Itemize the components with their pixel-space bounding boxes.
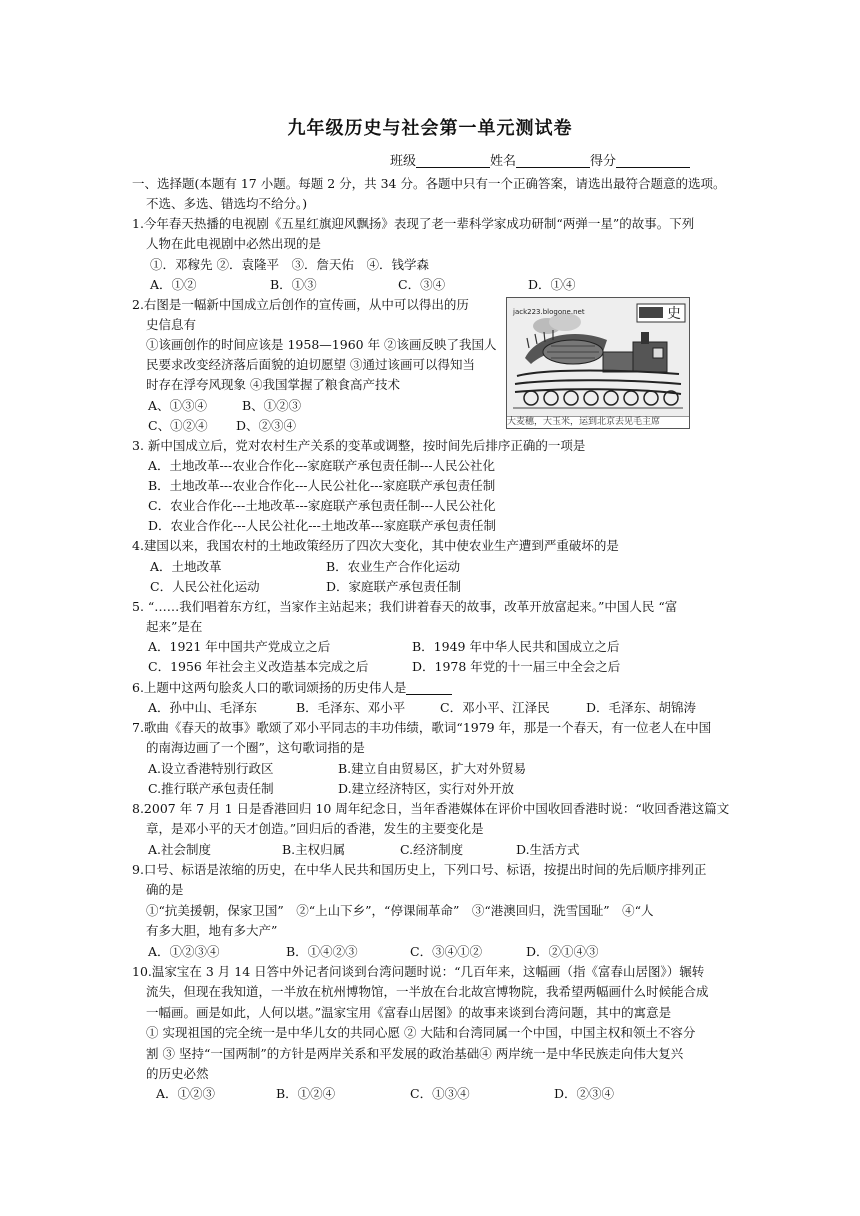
q7-stem-line-1: 7.歌曲《春天的故事》歌颂了邓小平同志的丰功伟绩，歌词“1979 年，那是一个春天，有一位老人在中国 <box>132 720 712 735</box>
q8-option-a[interactable]: A.社会制度 <box>148 842 212 857</box>
q1-option-a[interactable]: A．①② <box>150 277 197 292</box>
q7-option-d[interactable]: D.建立经济特区，实行对外开放 <box>338 781 515 796</box>
q10-stem-line-4: ① 实现祖国的完全统一是中华儿女的共同心愿 ② 大陆和台湾同属一个中国，中国主权和领土不容分 <box>146 1025 696 1040</box>
q9-option-c[interactable]: C．③④①② <box>410 944 483 959</box>
q10-stem-line-5: 割 ③ 坚持“一国两制”的方针是两岸关系和平发展的政治基础④ 两岸统一是中华民族走向伟大复兴 <box>146 1046 684 1061</box>
q2-stem-line-1: 2.右图是一幅新中国成立后创作的宣传画，从中可以得出的历 <box>132 297 469 312</box>
q3-option-b[interactable]: B．土地改革---农业合作化---人民公社化---家庭联产承包责任制 <box>148 478 496 493</box>
q8-option-b[interactable]: B.主权归属 <box>282 842 346 857</box>
q10-stem-line-6: 的历史必然 <box>146 1066 209 1081</box>
q1-option-d[interactable]: D．①④ <box>528 277 576 292</box>
q5-option-a[interactable]: A．1921 年中国共产党成立之后 <box>148 639 331 654</box>
q6-stem <box>132 679 452 697</box>
q2-option-b[interactable]: B、①②③ <box>242 398 302 413</box>
q9-stem-line-1: 9.口号、标语是浓缩的历史，在中华人民共和国历史上，下列口号、标语，按提出时间的先后顺序排列正 <box>132 862 707 877</box>
q4-option-a[interactable]: A．土地改革 <box>150 559 222 574</box>
q8-option-d[interactable]: D.生活方式 <box>516 842 580 857</box>
student-info-line <box>390 150 690 169</box>
q7-option-b[interactable]: B.建立自由贸易区，扩大对外贸易 <box>338 761 527 776</box>
q2-stem-line-2: 史信息有 <box>146 317 197 332</box>
instructions-line-1: 一、选择题(本题有 17 小题。每题 2 分，共 34 分。各题中只有一个正确答案，请选出最符合题意的选项。 <box>132 176 726 191</box>
q6-option-d[interactable]: D．毛泽东、胡锦涛 <box>586 700 697 715</box>
q10-option-c[interactable]: C．①③④ <box>410 1086 470 1101</box>
q10-stem-line-3: 一幅画。画是如此，人何以堪。”温家宝用《富春山居图》的故事来谈到台湾问题，其中的寓意是 <box>146 1005 672 1020</box>
poster-watermark: jack223.blogone.net <box>513 308 585 316</box>
q9-stem-line-2: 确的是 <box>146 882 184 897</box>
q7-stem-line-2: 的南海边画了一个圈”，这句歌词指的是 <box>146 740 365 755</box>
q3-option-a[interactable]: A．土地改革---农业合作化---家庭联产承包责任制---人民公社化 <box>148 458 496 473</box>
poster-drawing <box>507 298 689 428</box>
poster-caption: 大麦穗，大玉米，运到北京去见毛主席 <box>507 416 689 428</box>
q3-option-d[interactable]: D．农业合作化---人民公社化---土地改革---家庭联产承包责任制 <box>148 518 497 533</box>
name-label: 姓名 <box>490 154 517 169</box>
q10-option-a[interactable]: A．①②③ <box>156 1086 216 1101</box>
q3-option-c[interactable]: C．农业合作化---土地改革---家庭联产承包责任制---人民公社化 <box>148 498 496 513</box>
score-blank[interactable] <box>616 153 690 168</box>
q8-stem-line-2: 章，是邓小平的天才创造。”回归后的香港，发生的主要变化是 <box>146 821 484 836</box>
q7-option-a[interactable]: A.设立香港特别行政区 <box>148 761 274 776</box>
q5-stem-line-2: 起来”是在 <box>146 619 203 634</box>
q2-option-a[interactable]: A、①③④ <box>148 398 208 413</box>
q9-option-d[interactable]: D．②①④③ <box>526 944 599 959</box>
q5-option-b[interactable]: B．1949 年中华人民共和国成立之后 <box>412 639 620 654</box>
q1-items: ①．邓稼先 ②．袁隆平 ③．詹天佑 ④．钱学森 <box>150 257 429 272</box>
q5-stem-line-1: 5. “……我们唱着东方红，当家作主站起来；我们讲着春天的故事，改革开放富起来。”中国人民 “富 <box>132 599 678 614</box>
q4-option-b[interactable]: B．农业生产合作化运动 <box>326 559 461 574</box>
q9-items-line-2: 有多大胆，地有多大产” <box>146 923 278 938</box>
q5-option-d[interactable]: D．1978 年党的十一届三中全会之后 <box>412 659 621 674</box>
q4-option-c[interactable]: C．人民公社化运动 <box>150 579 260 594</box>
q9-option-a[interactable]: A．①②③④ <box>148 944 220 959</box>
q10-option-b[interactable]: B．①②④ <box>276 1086 336 1101</box>
q1-stem-line-1: 1.今年春天热播的电视剧《五星红旗迎风飘扬》表现了老一辈科学家成功研制“两弹一星”的故事。下列 <box>132 216 695 231</box>
q1-option-b[interactable]: B．①③ <box>270 277 317 292</box>
q6-answer-blank[interactable] <box>406 681 452 695</box>
badge-char: 史 <box>667 306 681 322</box>
name-blank[interactable] <box>516 153 590 168</box>
q8-stem-line-1: 8.2007 年 7 月 1 日是香港回归 10 周年纪念日，当年香港媒体在评价中国收回香港时说：“收回香港这篇文 <box>132 801 730 816</box>
q2-stem-line-5: 时存在浮夸风现象 ④我国掌握了粮食高产技术 <box>146 377 400 392</box>
q4-option-d[interactable]: D．家庭联产承包责任制 <box>326 579 462 594</box>
q2-stem-line-4: 民要求改变经济落后面貌的迫切愿望 ③通过该画可以得知当 <box>146 357 475 372</box>
page-title: 九年级历史与社会第一单元测试卷 <box>287 118 573 139</box>
q2-option-d[interactable]: D、②③④ <box>236 418 297 433</box>
q1-option-c[interactable]: C．③④ <box>398 277 446 292</box>
class-label: 班级 <box>390 154 417 169</box>
q4-stem: 4.建国以来，我国农村的土地政策经历了四次大变化，其中使农业生产遭到严重破坏的是 <box>132 538 619 553</box>
q6-stem-text: 6.上题中这两句脍炙人口的歌词颂扬的历史伟人是 <box>132 680 407 695</box>
q6-option-b[interactable]: B．毛泽东、邓小平 <box>296 700 406 715</box>
q2-option-c[interactable]: C、①②④ <box>148 418 208 433</box>
q8-option-c[interactable]: C.经济制度 <box>400 842 464 857</box>
q10-stem-line-1: 10.温家宝在 3 月 14 日答中外记者问谈到台湾问题时说：“几百年来，这幅画（指《富春山居图》）辗转 <box>132 964 705 979</box>
q10-option-d[interactable]: D．②③④ <box>554 1086 615 1101</box>
q7-option-c[interactable]: C.推行联产承包责任制 <box>148 781 274 796</box>
propaganda-poster-image <box>506 297 690 429</box>
score-label: 得分 <box>590 154 617 169</box>
q9-option-b[interactable]: B．①④②③ <box>286 944 358 959</box>
q5-option-c[interactable]: C．1956 年社会主义改造基本完成之后 <box>148 659 369 674</box>
q10-stem-line-2: 流失，但现在我知道，一半放在杭州博物馆，一半放在台北故宫博物院，我希望两幅画什么时候能合成 <box>146 984 709 999</box>
q2-stem-line-3: ①该画创作的时间应该是 1958—1960 年 ②该画反映了我国人 <box>146 337 497 352</box>
q9-items-line-1: ①“抗美援朝，保家卫国” ②“上山下乡”，“停课闹革命” ③“港澳回归，洗雪国耻” ④“人 <box>146 903 654 918</box>
class-blank[interactable] <box>416 153 490 168</box>
q6-option-a[interactable]: A．孙中山、毛泽东 <box>148 700 258 715</box>
q3-stem: 3. 新中国成立后，党对农村生产关系的变革或调整，按时间先后排序正确的一项是 <box>132 438 586 453</box>
q1-stem-line-2: 人物在此电视剧中必然出现的是 <box>146 236 322 251</box>
instructions-line-2: 不选、多选、错选均不给分。) <box>146 196 308 211</box>
q6-option-c[interactable]: C．邓小平、江泽民 <box>440 700 550 715</box>
